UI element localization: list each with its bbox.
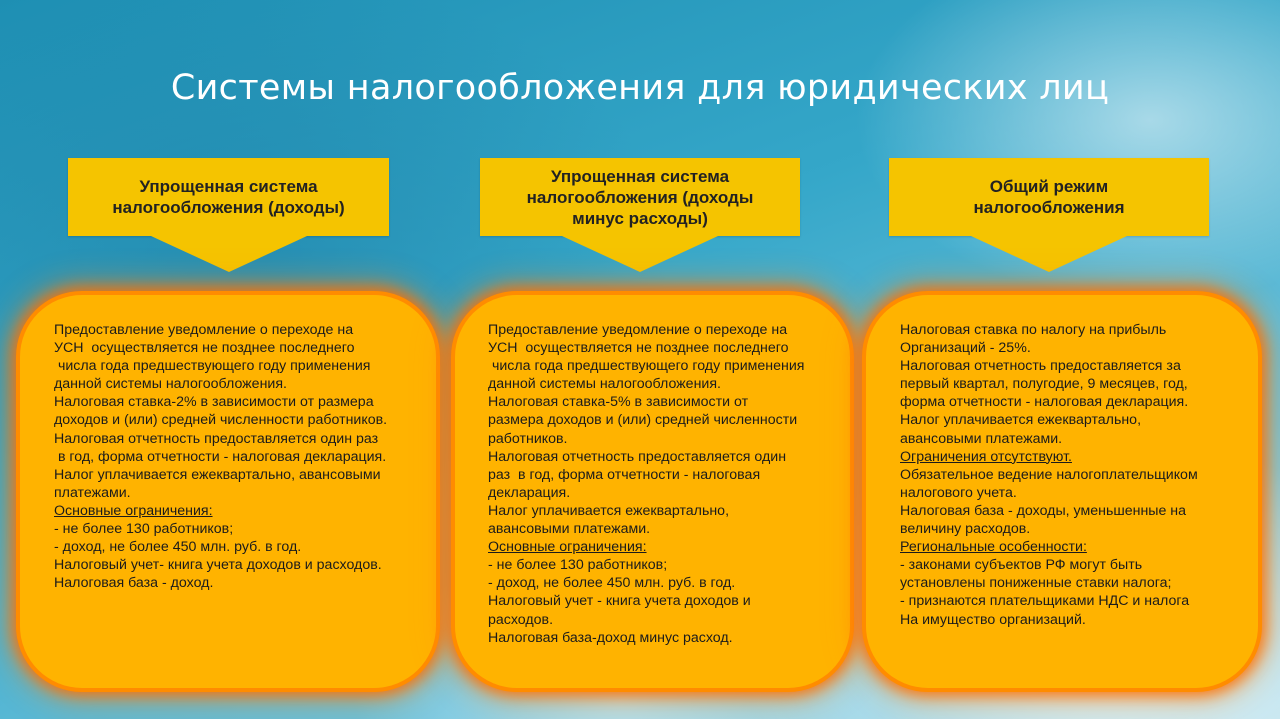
card-section-heading: Ограничения отсутствуют. [900, 448, 1072, 465]
card-text-line: платежами. [54, 484, 131, 501]
card-section-heading: Основные ограничения: [54, 502, 213, 519]
card-text-line: На имущество организаций. [900, 611, 1086, 628]
card-text-line: декларация. [488, 484, 571, 501]
card-text-line: Налоговая отчетность предоставляется за [900, 358, 1181, 375]
card-text-line: первый квартал, полугодие, 9 месяцев, год, [900, 376, 1188, 393]
card-text-line: числа года предшествующего году применения [488, 358, 805, 375]
header-usn-income-minus-expenses-text [527, 166, 754, 229]
card-text-line: работников. [488, 430, 568, 447]
card-text-line: установлены пониженные ставки налога; [900, 575, 1172, 592]
header-line: Упрощенная система [139, 177, 318, 196]
card-text-line: доходов и (или) средней численности работников. [54, 412, 388, 429]
card-text-line: величину расходов. [900, 521, 1031, 538]
card-text-line: Налоговая отчетность предоставляется один раз [54, 430, 379, 447]
card-text-line: Налог уплачивается ежеквартально, [900, 412, 1142, 429]
card-usn-income-minus-expenses [455, 295, 850, 688]
card-text-line: Налоговая ставка по налогу на прибыль [900, 322, 1167, 338]
card-text-line: данной системы налогообложения. [54, 376, 287, 393]
down-arrow-icon [971, 236, 1127, 272]
card-text-line: Налоговая база - доходы, уменьшенные на [900, 502, 1187, 519]
card-text-line: - законами субъектов РФ могут быть [900, 557, 1143, 574]
slide-title: Системы налогообложения для юридических лиц [170, 68, 1110, 108]
header-line: Общий режим [989, 177, 1109, 196]
card-text-line: - не более 130 работников; [488, 557, 668, 574]
card-section-heading: Региональные особенности: [900, 539, 1087, 556]
header-line: минус расходы) [572, 208, 708, 228]
card-text-line: раз в год, форма отчетности - налоговая [488, 466, 761, 483]
card-text-line: Предоставление уведомление о переходе на [488, 322, 788, 338]
card-text-line: Налог уплачивается ежеквартально, авансовыми [54, 466, 381, 483]
down-arrow-icon [562, 236, 718, 272]
card-text-line: - доход, не более 450 млн. руб. в год. [54, 539, 302, 556]
header-usn-income-text [112, 176, 344, 218]
card-text-line: - признаются плательщиками НДС и налога [900, 593, 1190, 610]
card-text-line: - не более 130 работников; [54, 521, 234, 538]
card-text-line: Обязательное ведение налогоплательщиком [900, 466, 1198, 483]
card-text-line: налогового учета. [900, 484, 1017, 501]
card-text-line: Предоставление уведомление о переходе на [54, 322, 354, 338]
card-general-regime [866, 295, 1258, 688]
card-text-line: УСН осуществляется не позднее последнего [54, 340, 355, 357]
card-text-line: Налоговая база - доход. [54, 575, 214, 592]
header-line: налогообложения [973, 198, 1125, 217]
card-section-heading: Основные ограничения: [488, 539, 647, 556]
card-text-line: УСН осуществляется не позднее последнего [488, 340, 789, 357]
card-text-line: в год, форма отчетности - налоговая декларация. [54, 448, 387, 465]
down-arrow-icon [151, 236, 307, 272]
card-text-line: Налоговый учет - книга учета доходов и [488, 593, 751, 610]
card-text-line: Организаций - 25%. [900, 340, 1031, 357]
header-general-regime [889, 158, 1209, 236]
card-usn-income [20, 295, 436, 688]
card-text-line: числа года предшествующего году применения [54, 358, 371, 375]
header-line: Упрощенная система [550, 166, 730, 186]
card-text-line: Налоговая ставка-5% в зависимости от [488, 394, 749, 411]
card-general-regime-text [900, 321, 1198, 629]
card-text-line: авансовыми платежами. [900, 430, 1063, 447]
header-line: налогообложения (доходы) [112, 198, 345, 217]
card-text-line: Налоговая ставка-2% в зависимости от размера [54, 394, 374, 411]
card-text-line: Налог уплачивается ежеквартально, [488, 502, 730, 519]
card-text-line: Налоговая отчетность предоставляется один [488, 448, 787, 465]
header-general-regime-text [973, 176, 1124, 218]
card-text-line: форма отчетности - налоговая декларация. [900, 394, 1189, 411]
header-usn-income-minus-expenses [480, 158, 800, 236]
card-text-line: размера доходов и (или) средней численности [488, 412, 798, 429]
header-usn-income [68, 158, 389, 236]
card-text-line: данной системы налогообложения. [488, 376, 721, 393]
card-text-line: авансовыми платежами. [488, 521, 651, 538]
card-usn-income-text [54, 321, 387, 592]
header-line: налогообложения (доходы [526, 187, 754, 207]
card-text-line: Налоговый учет- книга учета доходов и расходов. [54, 557, 382, 574]
card-usn-income-minus-expenses-text [488, 321, 804, 647]
card-text-line: Налоговая база-доход минус расход. [488, 629, 733, 646]
card-text-line: - доход, не более 450 млн. руб. в год. [488, 575, 736, 592]
card-text-line: расходов. [488, 611, 554, 628]
